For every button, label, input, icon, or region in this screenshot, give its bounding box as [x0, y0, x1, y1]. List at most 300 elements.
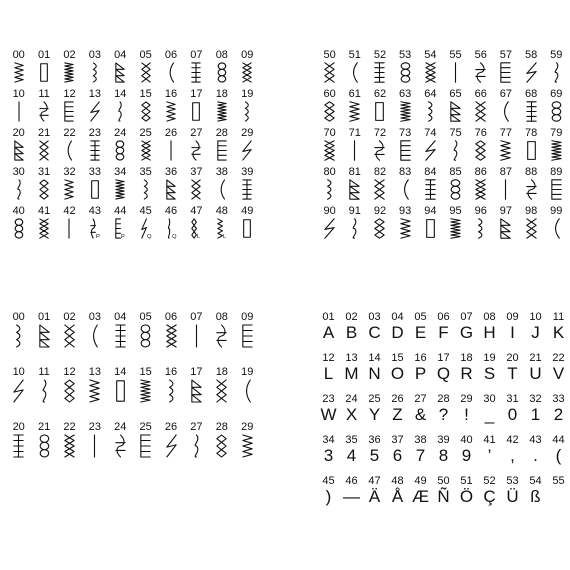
- character-cell: [409, 476, 432, 507]
- stitch-cell: [235, 312, 260, 349]
- character-cell: [317, 476, 340, 507]
- stitch-cell: [519, 128, 544, 162]
- stitch-pattern-icon: [400, 217, 411, 240]
- stitch-number: 10: [12, 366, 25, 378]
- character-glyph: Z: [392, 405, 403, 424]
- stitch-cell: [158, 367, 183, 404]
- character-glyph: B: [345, 323, 358, 342]
- stitch-pattern-icon: [526, 178, 537, 201]
- character-cell: [478, 435, 501, 466]
- stitch-pattern-icon: [526, 100, 537, 123]
- stitch-cell: [443, 167, 468, 201]
- stitch-cell: [184, 50, 209, 84]
- character-number: 39: [437, 434, 450, 446]
- stitch-number: 64: [424, 88, 437, 100]
- stitch-cell: [57, 422, 82, 459]
- stitch-cell: [209, 89, 234, 123]
- stitch-panel-mode2-00-29: [6, 312, 260, 459]
- stitch-number: 46: [164, 205, 178, 217]
- stitch-pattern-icon: [166, 139, 176, 162]
- stitch-pattern-icon: [64, 100, 74, 123]
- stitch-cell: [493, 167, 518, 201]
- stitch-number: 71: [348, 127, 361, 139]
- stitch-cell: [31, 50, 56, 84]
- stitch-cell: [108, 128, 133, 162]
- stitch-cell: [418, 206, 443, 240]
- character-number: 41: [483, 434, 496, 446]
- stitch-pattern-icon: [242, 217, 252, 240]
- character-glyph: —: [343, 487, 360, 506]
- stitch-pattern-icon: [374, 178, 385, 201]
- character-cell: [524, 312, 547, 343]
- stitch-cell: [468, 128, 493, 162]
- svg-text:P: P: [121, 234, 126, 241]
- character-glyph: A: [322, 323, 335, 342]
- stitch-number: 09: [241, 311, 254, 323]
- stitch-cell: [31, 312, 56, 349]
- character-number: 47: [368, 475, 381, 487]
- stitch-pattern-icon: [166, 100, 176, 123]
- character-cell: [317, 312, 340, 343]
- stitch-pattern-icon: [13, 323, 24, 349]
- stitch-pattern-icon: [13, 433, 24, 459]
- character-cell: [547, 312, 570, 343]
- character-number: 34: [322, 434, 335, 446]
- stitch-cell: [235, 367, 260, 404]
- stitch-number: 13: [88, 366, 101, 378]
- stitch-number: 19: [241, 366, 254, 378]
- stitch-pattern-icon: [14, 139, 24, 162]
- stitch-number: 29: [241, 421, 254, 433]
- character-cell: [455, 394, 478, 425]
- stitch-cell: [82, 206, 107, 240]
- character-number: 02: [345, 311, 358, 323]
- stitch-pattern-icon: [191, 217, 201, 240]
- character-glyph: P: [414, 364, 427, 383]
- stitch-number: 78: [524, 127, 538, 139]
- character-cell: [478, 394, 501, 425]
- stitch-cell: [184, 422, 209, 459]
- stitch-pattern-icon: [374, 139, 385, 162]
- character-number: 52: [483, 475, 496, 487]
- character-glyph: &: [414, 405, 427, 424]
- stitch-number: 25: [139, 421, 152, 433]
- character-cell: [501, 435, 524, 466]
- character-panel: [317, 312, 570, 507]
- stitch-number: 00: [12, 49, 25, 61]
- stitch-pattern-icon: [374, 61, 385, 84]
- stitch-cell: [519, 89, 544, 123]
- stitch-cell: [6, 422, 31, 459]
- stitch-number: 03: [88, 49, 101, 61]
- character-number: 46: [345, 475, 358, 487]
- stitch-number: 47: [190, 205, 203, 217]
- stitch-pattern-icon: [64, 61, 74, 84]
- stitch-cell: [418, 89, 443, 123]
- stitch-number: 07: [190, 311, 203, 323]
- character-glyph: Y: [368, 405, 381, 424]
- stitch-cell: [82, 50, 107, 84]
- stitch-number: 91: [348, 205, 361, 217]
- character-glyph: _: [484, 405, 495, 424]
- stitch-pattern-icon: [425, 100, 436, 123]
- stitch-cell: [82, 367, 107, 404]
- stitch-number: 16: [164, 366, 178, 378]
- character-glyph: 6: [392, 446, 403, 465]
- stitch-pattern-icon: [400, 61, 411, 84]
- stitch-pattern-icon: [526, 139, 537, 162]
- stitch-number: 85: [449, 166, 462, 178]
- stitch-cell: [544, 167, 569, 201]
- character-cell: [386, 353, 409, 384]
- stitch-cell: [544, 89, 569, 123]
- stitch-number: 53: [399, 49, 412, 61]
- stitch-number: 28: [215, 421, 228, 433]
- character-glyph: W: [320, 405, 337, 424]
- stitch-number: 01: [37, 49, 51, 61]
- stitch-cell: [393, 50, 418, 84]
- stitch-cell: [418, 128, 443, 162]
- stitch-cell: [235, 50, 260, 84]
- stitch-pattern-icon: [324, 139, 335, 162]
- character-cell: [478, 353, 501, 384]
- stitch-cell: [133, 367, 158, 404]
- stitch-pattern-icon: [115, 433, 126, 459]
- character-glyph: Æ: [412, 487, 429, 506]
- character-glyph: R: [460, 364, 473, 383]
- stitch-number: 07: [190, 49, 203, 61]
- stitch-pattern-icon: [166, 217, 176, 240]
- character-cell: [340, 394, 363, 425]
- stitch-cell: [82, 422, 107, 459]
- character-glyph: 3: [323, 446, 334, 465]
- character-number: 26: [391, 393, 404, 405]
- character-cell: [501, 476, 524, 507]
- stitch-cell: [393, 167, 418, 201]
- character-number: 48: [391, 475, 404, 487]
- character-glyph: I: [510, 323, 515, 342]
- character-cell: [432, 394, 455, 425]
- character-number: 43: [529, 434, 542, 446]
- stitch-number: 83: [399, 166, 412, 178]
- stitch-number: 21: [37, 127, 51, 139]
- stitch-pattern-icon: [166, 323, 177, 349]
- character-glyph: G: [459, 323, 474, 342]
- stitch-number: 27: [190, 421, 203, 433]
- stitch-pattern-icon: [89, 433, 100, 459]
- character-cell: [363, 312, 386, 343]
- stitch-pattern-icon: [64, 178, 74, 201]
- stitch-pattern-icon: [349, 217, 360, 240]
- svg-text:L: L: [222, 234, 227, 241]
- character-glyph: 2: [553, 405, 564, 424]
- stitch-cell: [342, 128, 367, 162]
- character-number: 53: [506, 475, 519, 487]
- stitch-pattern-icon: [450, 100, 461, 123]
- character-number: 07: [460, 311, 473, 323]
- stitch-pattern-icon: [400, 178, 411, 201]
- stitch-number: 63: [399, 88, 412, 100]
- stitch-pattern-icon: [191, 100, 201, 123]
- character-number: 44: [552, 434, 565, 446]
- stitch-pattern-icon: [115, 139, 125, 162]
- stitch-number: 18: [215, 366, 228, 378]
- character-number: 38: [414, 434, 427, 446]
- character-cell: [386, 476, 409, 507]
- stitch-cell: [209, 128, 234, 162]
- stitch-number: 50: [323, 49, 336, 61]
- stitch-cell: [393, 128, 418, 162]
- character-cell: [432, 476, 455, 507]
- stitch-pattern-icon: [526, 217, 537, 240]
- stitch-number: 04: [114, 49, 127, 61]
- stitch-cell: [31, 89, 56, 123]
- stitch-number: 98: [524, 205, 538, 217]
- stitch-cell: [133, 312, 158, 349]
- stitch-cell: [317, 206, 342, 240]
- stitch-cell: [493, 206, 518, 240]
- character-number: 35: [345, 434, 358, 446]
- stitch-pattern-icon: [216, 378, 227, 404]
- stitch-pattern-icon: [242, 100, 252, 123]
- stitch-cell: [367, 89, 392, 123]
- stitch-pattern-icon: [115, 178, 125, 201]
- character-number: 28: [437, 393, 450, 405]
- character-cell: [386, 312, 409, 343]
- character-glyph: O: [390, 364, 405, 383]
- character-cell: [455, 435, 478, 466]
- stitch-number: 49: [241, 205, 254, 217]
- stitch-pattern-icon: [450, 139, 461, 162]
- stitch-number: 05: [139, 49, 152, 61]
- stitch-pattern-icon: [115, 100, 125, 123]
- character-cell: [340, 435, 363, 466]
- stitch-number: 61: [348, 88, 361, 100]
- stitch-panel-00-49: [6, 50, 260, 240]
- stitch-cell: [6, 167, 31, 201]
- character-glyph: 8: [438, 446, 449, 465]
- character-cell: [432, 435, 455, 466]
- stitch-pattern-icon: [14, 217, 24, 240]
- stitch-pattern-icon: [115, 378, 126, 404]
- stitch-number: 01: [37, 311, 51, 323]
- character-number: 37: [391, 434, 404, 446]
- character-cell: [409, 394, 432, 425]
- stitch-pattern-icon: [141, 100, 151, 123]
- stitch-number: 75: [449, 127, 462, 139]
- character-glyph: X: [345, 405, 358, 424]
- character-glyph: E: [414, 323, 427, 342]
- stitch-number: 86: [474, 166, 487, 178]
- stitch-number: 92: [373, 205, 387, 217]
- character-cell: [455, 353, 478, 384]
- stitch-cell: [133, 89, 158, 123]
- stitch-cell: [393, 89, 418, 123]
- stitch-cell: [31, 206, 56, 240]
- stitch-pattern-icon: [475, 139, 486, 162]
- character-number: 16: [414, 352, 427, 364]
- stitch-pattern-icon: [551, 217, 562, 240]
- stitch-cell: [443, 89, 468, 123]
- stitch-pattern-icon: [500, 178, 511, 201]
- character-cell: [432, 353, 455, 384]
- stitch-cell: [108, 89, 133, 123]
- character-cell: [524, 394, 547, 425]
- stitch-pattern-icon: [14, 100, 24, 123]
- stitch-number: 68: [524, 88, 538, 100]
- stitch-cell: [82, 167, 107, 201]
- character-cell: [547, 394, 570, 425]
- stitch-cell: [133, 50, 158, 84]
- character-number: 09: [506, 311, 519, 323]
- stitch-pattern-icon: [166, 61, 176, 84]
- stitch-cell: [184, 128, 209, 162]
- stitch-cell: [6, 367, 31, 404]
- character-glyph: U: [529, 364, 542, 383]
- stitch-number: 33: [88, 166, 101, 178]
- stitch-cell: [367, 50, 392, 84]
- stitch-cell: [544, 50, 569, 84]
- stitch-pattern-icon: [425, 139, 436, 162]
- stitch-cell: [133, 128, 158, 162]
- stitch-number: 11: [38, 366, 50, 378]
- stitch-number: 06: [164, 49, 178, 61]
- stitch-cell: [6, 206, 31, 240]
- stitch-pattern-icon: [39, 433, 50, 459]
- stitch-number: 65: [449, 88, 462, 100]
- character-glyph: 9: [461, 446, 472, 465]
- character-number: 31: [506, 393, 519, 405]
- character-number: 51: [460, 475, 473, 487]
- stitch-number: 23: [88, 421, 101, 433]
- stitch-cell: [158, 128, 183, 162]
- stitch-number: 14: [114, 366, 127, 378]
- character-glyph: Ü: [506, 487, 519, 506]
- character-cell: [455, 312, 478, 343]
- stitch-pattern-icon: [217, 178, 227, 201]
- stitch-cell: [158, 422, 183, 459]
- stitch-number: 40: [12, 205, 25, 217]
- stitch-pattern-icon: [191, 178, 201, 201]
- stitch-number: 51: [348, 49, 361, 61]
- character-number: 33: [552, 393, 565, 405]
- stitch-pattern-icon: [90, 139, 100, 162]
- character-cell: [363, 394, 386, 425]
- character-glyph: D: [391, 323, 404, 342]
- stitch-pattern-icon: [475, 178, 486, 201]
- stitch-cell: [367, 206, 392, 240]
- stitch-number: 60: [323, 88, 336, 100]
- stitch-number: 52: [373, 49, 387, 61]
- stitch-pattern-icon: [191, 61, 201, 84]
- stitch-pattern-icon: [374, 100, 385, 123]
- stitch-number: 20: [12, 127, 25, 139]
- stitch-number: 82: [373, 166, 387, 178]
- character-number: 03: [368, 311, 381, 323]
- character-cell: [317, 394, 340, 425]
- stitch-number: 93: [399, 205, 412, 217]
- stitch-number: 59: [550, 49, 563, 61]
- stitch-pattern-icon: [242, 139, 252, 162]
- stitch-cell: [57, 89, 82, 123]
- stitch-pattern-icon: [191, 323, 202, 349]
- character-glyph: J: [531, 323, 540, 342]
- stitch-number: 31: [37, 166, 51, 178]
- stitch-number: 48: [215, 205, 228, 217]
- stitch-pattern-icon: [39, 323, 50, 349]
- stitch-pattern-icon: [140, 433, 151, 459]
- character-glyph: (: [555, 446, 562, 465]
- stitch-number: 06: [164, 311, 178, 323]
- stitch-number: 42: [63, 205, 76, 217]
- character-glyph: Ö: [459, 487, 474, 506]
- character-cell: [340, 312, 363, 343]
- stitch-number: 97: [499, 205, 513, 217]
- stitch-number: 13: [88, 88, 101, 100]
- stitch-number: 34: [114, 166, 127, 178]
- stitch-cell: [184, 206, 209, 240]
- character-glyph: H: [483, 323, 496, 342]
- stitch-pattern-icon: [64, 433, 75, 459]
- svg-text:P: P: [95, 234, 100, 241]
- stitch-pattern-icon: [425, 178, 436, 201]
- character-cell: [409, 435, 432, 466]
- stitch-cell: [209, 367, 234, 404]
- stitch-number: 32: [63, 166, 76, 178]
- stitch-pattern-icon: [140, 378, 151, 404]
- stitch-number: 38: [215, 166, 228, 178]
- stitch-number: 56: [474, 49, 487, 61]
- character-glyph: 0: [507, 405, 518, 424]
- stitch-pattern-icon: [400, 139, 411, 162]
- character-number: 05: [414, 311, 427, 323]
- character-cell: [524, 476, 547, 507]
- stitch-number: 17: [190, 88, 203, 100]
- character-glyph: 4: [346, 446, 357, 465]
- stitch-cell: [82, 312, 107, 349]
- stitch-number: 02: [63, 311, 76, 323]
- character-number: 49: [414, 475, 427, 487]
- stitch-cell: [158, 312, 183, 349]
- stitch-cell: [493, 89, 518, 123]
- stitch-cell: [108, 167, 133, 201]
- stitch-number: 45: [139, 205, 152, 217]
- stitch-cell: [57, 128, 82, 162]
- character-number: 13: [345, 352, 358, 364]
- stitch-cell: [342, 206, 367, 240]
- stitch-cell: [158, 89, 183, 123]
- character-glyph: L: [323, 364, 334, 383]
- stitch-pattern-icon: [39, 139, 49, 162]
- stitch-cell: [342, 167, 367, 201]
- stitch-number: 62: [373, 88, 387, 100]
- stitch-cell: [468, 167, 493, 201]
- stitch-cell: [184, 367, 209, 404]
- stitch-cell: [31, 367, 56, 404]
- character-number: 27: [414, 393, 427, 405]
- svg-text:Q: Q: [172, 234, 177, 241]
- character-number: 06: [437, 311, 450, 323]
- stitch-number: 67: [499, 88, 513, 100]
- character-cell: [363, 476, 386, 507]
- stitch-pattern-icon: [14, 61, 24, 84]
- stitch-pattern-icon: [140, 323, 151, 349]
- character-cell: [317, 353, 340, 384]
- character-glyph: Ñ: [437, 487, 450, 506]
- stitch-cell: [443, 128, 468, 162]
- stitch-pattern-icon: [216, 433, 227, 459]
- stitch-cell: [108, 312, 133, 349]
